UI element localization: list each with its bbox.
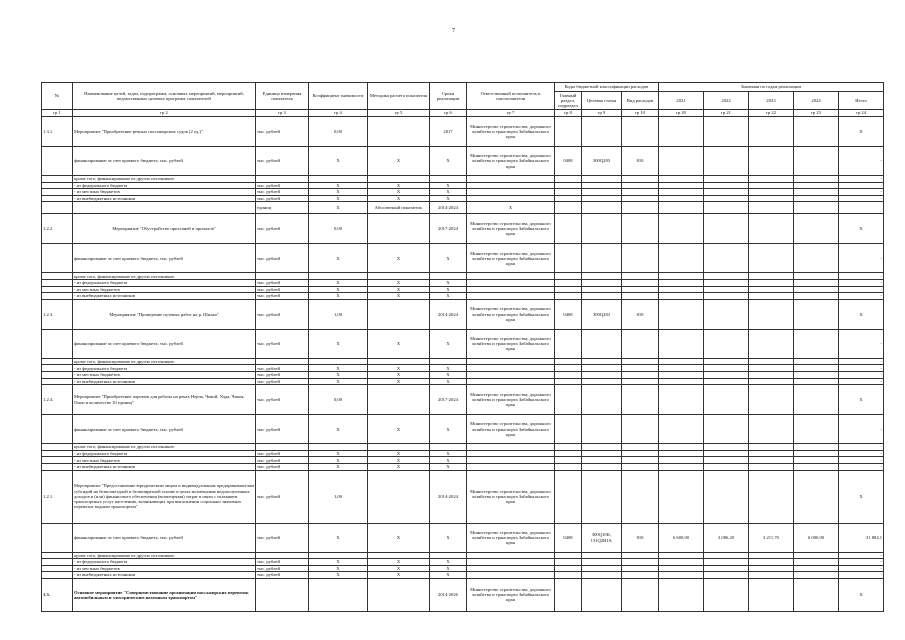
row-total: X [839,470,884,523]
row-resp: X [467,202,555,214]
header-year-2024: 2024 [794,92,839,110]
row-name: - из местных бюджетов [73,189,256,196]
table-row [42,329,884,358]
row-term: X [430,572,467,579]
row-resp: Министерство строительства, дорожного хозяйства и транспорта Забайкальского края [467,470,555,523]
row-resp: Министерство строительства, дорожного хозяйства и транспорта Забайкальского края [467,214,555,244]
row-method: X [368,450,430,457]
row-method: X [368,182,430,189]
row-unit: тыс. рублей [256,293,309,300]
row-name: - из федерального бюджета [73,559,256,566]
row-unit: тыс. рублей [256,559,309,566]
row-term: X [430,365,467,372]
row-unit: тыс. рублей [256,117,309,147]
row-val-2023: 3 211,70 [749,523,794,552]
row-term: 2017 [430,117,467,147]
row-name: - из федерального бюджета [73,365,256,372]
row-total: - [839,371,884,378]
table-row [42,202,884,214]
row-num: 1.2.3. [42,299,73,329]
table-row [42,273,884,280]
header-code-gl: Главный раздел, подраздел [555,92,582,110]
row-coef: X [309,189,368,196]
row-method: Абсолютный показатель [368,202,430,214]
row-code-gl: 0408 [555,147,582,176]
row-unit: тыс. рублей [256,378,309,385]
row-method: X [368,365,430,372]
table-row [42,117,884,147]
table-row [42,244,884,273]
row-coef: X [309,293,368,300]
row-method: X [368,415,430,444]
row-unit: тыс. рублей [256,457,309,464]
row-unit: тыс. рублей [256,523,309,552]
row-unit: тыс. рублей [256,572,309,579]
row-name: кроме того, финансирование из других источников: [73,444,256,451]
row-num: 1.2.1. [42,470,73,523]
row-coef: X [309,565,368,572]
col-num: гр 6 [430,110,467,117]
row-total: X [839,385,884,415]
header-code-cs: Целевая статья [582,92,622,110]
row-term: X [430,450,467,457]
row-total: X [839,578,884,611]
row-total: - [839,273,884,280]
table-row [42,182,884,189]
row-unit: тыс. рублей [256,450,309,457]
row-total: - [839,457,884,464]
table-row [42,214,884,244]
row-coef: X [309,463,368,470]
row-name: кроме того, финансирование из других источников: [73,176,256,183]
table-row [42,523,884,552]
row-name: Основное мероприятие "Совершенствование организации пассажирских перевозок автомобильным и электрическим наземным транспортом" [73,578,256,611]
row-coef: X [309,329,368,358]
row-term: X [430,463,467,470]
row-term: 2017-2024 [430,385,467,415]
col-num: гр 7 [467,110,555,117]
row-total: - [839,286,884,293]
row-total: - [839,279,884,286]
row-term: X [430,523,467,552]
row-num: 1.2.2. [42,214,73,244]
row-coef: X [309,572,368,579]
row-name: - из местных бюджетов [73,457,256,464]
row-resp: Министерство строительства, дорожного хозяйства и транспорта Забайкальского края [467,385,555,415]
table-row [42,365,884,372]
row-term: X [430,457,467,464]
row-total: - [839,365,884,372]
row-total: - [839,189,884,196]
row-method: X [368,286,430,293]
row-name: - из федерального бюджета [73,279,256,286]
row-code-gl: 0408 [555,299,582,329]
row-unit: тыс. рублей [256,470,309,523]
row-term: X [430,286,467,293]
row-coef: 0,00 [309,214,368,244]
row-unit: тыс. рублей [256,214,309,244]
header-coef: Коэффициент значимости [309,83,368,110]
row-coef: X [309,202,368,214]
row-total: - [839,244,884,273]
col-num: гр 8 [555,110,582,117]
row-coef: X [309,523,368,552]
row-method: X [368,457,430,464]
col-num: гр 23 [794,110,839,117]
table-row [42,572,884,579]
row-method: X [368,378,430,385]
row-term: 2014-2024 [430,299,467,329]
row-name: Мероприятие "Проведение путевых работ на р. Шилка" [73,299,256,329]
row-method: X [368,463,430,470]
row-resp: Министерство строительства, дорожного хозяйства и транспорта Забайкальского края [467,147,555,176]
row-name: финансирование за счет краевого бюджета, тыс. рублей [73,523,256,552]
row-total: X [839,214,884,244]
header-year-2022: 2022 [704,92,749,110]
row-term: X [430,378,467,385]
row-coef: X [309,415,368,444]
row-term: X [430,415,467,444]
row-coef: X [309,286,368,293]
row-method: X [368,293,430,300]
table-row [42,176,884,183]
table-row [42,279,884,286]
row-term: X [430,293,467,300]
row-resp: Министерство строительства, дорожного хозяйства и транспорта Забайкальского края [467,299,555,329]
row-coef: 0,00 [309,385,368,415]
page-number: 7 [452,28,455,34]
row-name: Мероприятие "Приобретение паромов для работы на реках Нерча, Чикой, Унда, Чикоя, Онон и количестве 10 единиц" [73,385,256,415]
row-unit: тыс. рублей [256,244,309,273]
row-total: - [839,147,884,176]
table-row [42,189,884,196]
col-num: гр 2 [73,110,256,117]
table-row [42,565,884,572]
row-unit: тыс. рублей [256,371,309,378]
row-coef: 1,00 [309,470,368,523]
row-unit: тыс. рублей [256,189,309,196]
header-method: Методика расчета показателя [368,83,430,110]
row-method: X [368,559,430,566]
row-unit: тыс. рублей [256,299,309,329]
table-row [42,385,884,415]
row-unit: тыс. рублей [256,279,309,286]
row-code-vr: 810 [622,299,659,329]
row-num: 1.2.4. [42,385,73,415]
row-total: - [839,572,884,579]
row-name: кроме того, финансирование из других источников: [73,358,256,365]
row-code-vr: 810 [622,147,659,176]
table-row [42,195,884,202]
header-row-1 [42,83,884,92]
row-coef: X [309,182,368,189]
row-name: - из местных бюджетов [73,371,256,378]
row-name: Мероприятие "Приобретение речных пассажирских судов (2 ед.)" [73,117,256,147]
table-row [42,286,884,293]
row-total: - [839,444,884,451]
row-total: - [839,378,884,385]
row-unit: тыс. рублей [256,329,309,358]
table-row [42,299,884,329]
row-name: - из внебюджетных источников [73,195,256,202]
row-total: X [839,299,884,329]
row-total: - [839,415,884,444]
row-name: финансирование за счет краевого бюджета, тыс. рублей [73,244,256,273]
header-num: № [42,83,73,110]
row-method: X [368,565,430,572]
row-term: X [430,371,467,378]
row-val-2021: 6 600,00 [659,523,704,552]
row-method: X [368,329,430,358]
row-method: X [368,523,430,552]
row-name: - из внебюджетных источников [73,293,256,300]
header-values-group: Значения по годам реализации [659,83,884,92]
row-coef: X [309,450,368,457]
row-name: Мероприятие "Обустройство пристаней и причалов" [73,214,256,244]
row-name: - из внебюджетных источников [73,463,256,470]
header-unit: Единица измерения показателя [256,83,309,110]
row-coef: X [309,371,368,378]
row-unit: тыс. рублей [256,565,309,572]
table-row [42,358,884,365]
row-coef: X [309,244,368,273]
row-total: - [839,293,884,300]
row-unit: тыс. рублей [256,385,309,415]
row-resp: Министерство строительства, дорожного хозяйства и транспорта Забайкальского края [467,244,555,273]
col-num: гр 3 [256,110,309,117]
row-total: - [839,559,884,566]
column-numbers-row [42,110,884,117]
row-code-cs: 300Q283 [582,299,622,329]
row-method: X [368,371,430,378]
row-name: - из федерального бюджета [73,450,256,457]
row-method: X [368,244,430,273]
col-num: гр 9 [582,110,622,117]
table-row [42,578,884,611]
row-term: X [430,279,467,286]
row-resp: Министерство строительства, дорожного хозяйства и транспорта Забайкальского края [467,415,555,444]
row-coef: 1,00 [309,299,368,329]
header-year-2021: 2021 [659,92,704,110]
row-total: - [839,176,884,183]
row-name: - из местных бюджетов [73,286,256,293]
table-row [42,457,884,464]
row-code-cs: 300Q10K; 131Q2H10; [582,523,622,552]
row-total: - [839,552,884,559]
row-unit: тыс. рублей [256,365,309,372]
row-term: X [430,565,467,572]
row-term: 2014-2024 [430,470,467,523]
header-resp: Ответственный исполнитель и соисполнители [467,83,555,110]
row-name: - из федерального бюджета [73,182,256,189]
row-term: X [430,244,467,273]
table-row [42,552,884,559]
table-row [42,470,884,523]
row-name: финансирование за счет краевого бюджета, тыс. рублей [73,329,256,358]
row-method [368,117,430,147]
header-code-vr: Вид расходов [622,92,659,110]
row-method: X [368,572,430,579]
row-num: 1.3.1. [42,117,73,147]
row-coef: X [309,559,368,566]
row-total: - [839,463,884,470]
row-coef: X [309,195,368,202]
row-coef: X [309,457,368,464]
row-total: 31 884,1 [839,523,884,552]
row-unit: тыс. рублей [256,286,309,293]
table-row [42,463,884,470]
row-name: кроме того, финансирование из других источников: [73,273,256,280]
row-method: X [368,147,430,176]
row-name: - из местных бюджетов [73,565,256,572]
table-row [42,415,884,444]
row-coef: X [309,365,368,372]
row-resp: Министерство строительства, дорожного хозяйства и транспорта Забайкальского края [467,578,555,611]
row-term: 2014-2026 [430,578,467,611]
row-unit: тыс. рублей [256,195,309,202]
row-unit: тыс. рублей [256,147,309,176]
row-resp: Министерство строительства, дорожного хозяйства и транспорта Забайкальского края [467,329,555,358]
row-val-2022: 3 086,20 [704,523,749,552]
row-method: X [368,195,430,202]
row-total: - [839,565,884,572]
row-name: финансирование за счет краевого бюджета, тыс. рублей [73,147,256,176]
row-coef: X [309,378,368,385]
table-row [42,371,884,378]
col-num: гр 10 [622,110,659,117]
row-method: X [368,279,430,286]
row-name: кроме того, финансирование из других источников: [73,552,256,559]
header-total: Итого [839,92,884,110]
row-method: X [368,189,430,196]
table-row [42,450,884,457]
row-coef: X [309,147,368,176]
row-val-2024: 6 000,00 [794,523,839,552]
col-num: гр 22 [749,110,794,117]
row-name: финансирование за счет краевого бюджета, тыс. рублей [73,415,256,444]
row-unit: тыс. рублей [256,415,309,444]
row-unit: тыс. рублей [256,182,309,189]
table-row [42,444,884,451]
col-num: гр 20 [659,110,704,117]
row-total: - [839,182,884,189]
row-total: X [839,117,884,147]
header-year-2023: 2023 [749,92,794,110]
col-num: гр 5 [368,110,430,117]
table-row [42,559,884,566]
row-coef: X [309,279,368,286]
row-total: - [839,195,884,202]
row-resp: Министерство строительства, дорожного хозяйства и транспорта Забайкальского края [467,117,555,147]
row-code-cs: 300Q283 [582,147,622,176]
row-name: - из внебюджетных источников [73,572,256,579]
row-code-gl: 0408 [555,523,582,552]
row-unit: тыс. рублей [256,463,309,470]
row-name: - из внебюджетных источников [73,378,256,385]
row-term: X [430,147,467,176]
row-total: - [839,358,884,365]
row-term: X [430,559,467,566]
row-term: X [430,195,467,202]
col-num: гр 4 [309,110,368,117]
row-term: X [430,182,467,189]
row-code-vr: 810 [622,523,659,552]
row-term: X [430,189,467,196]
table-row [42,147,884,176]
col-num: гр 24 [839,110,884,117]
header-term: Сроки реализации [430,83,467,110]
row-resp: Министерство строительства, дорожного хозяйства и транспорта Забайкальского края [467,523,555,552]
row-term: 2014-2024 [430,202,467,214]
row-total: - [839,329,884,358]
header-name: Наименование целей, задач, подпрограмм, основных мероприятий, мероприятий, ведомственных целевых программ, показателей [73,83,256,110]
row-coef: 0,00 [309,117,368,147]
col-num: гр 1 [42,110,73,117]
row-num: 1.3. [42,578,73,611]
table-row [42,378,884,385]
row-unit: единиц [256,202,309,214]
table-row [42,293,884,300]
row-term: X [430,329,467,358]
row-total: - [839,450,884,457]
col-num: гр 21 [704,110,749,117]
row-term: 2017-2024 [430,214,467,244]
header-codes-group: Коды бюджетной классификации расходов [555,83,659,92]
program-table [41,82,884,612]
row-name: Мероприятие "Предоставление юридическим лицам и индивидуальным предпринимателям субсидий на безвозмездной и безвозвратной основе в целях возмещения недополученных доходов и (или) финансового обеспечения (возмещения) затрат в связи с оказанием транспортных услуг населению, возникающих при выполнении социально значимых перевозок водным транспортом" [73,470,256,523]
